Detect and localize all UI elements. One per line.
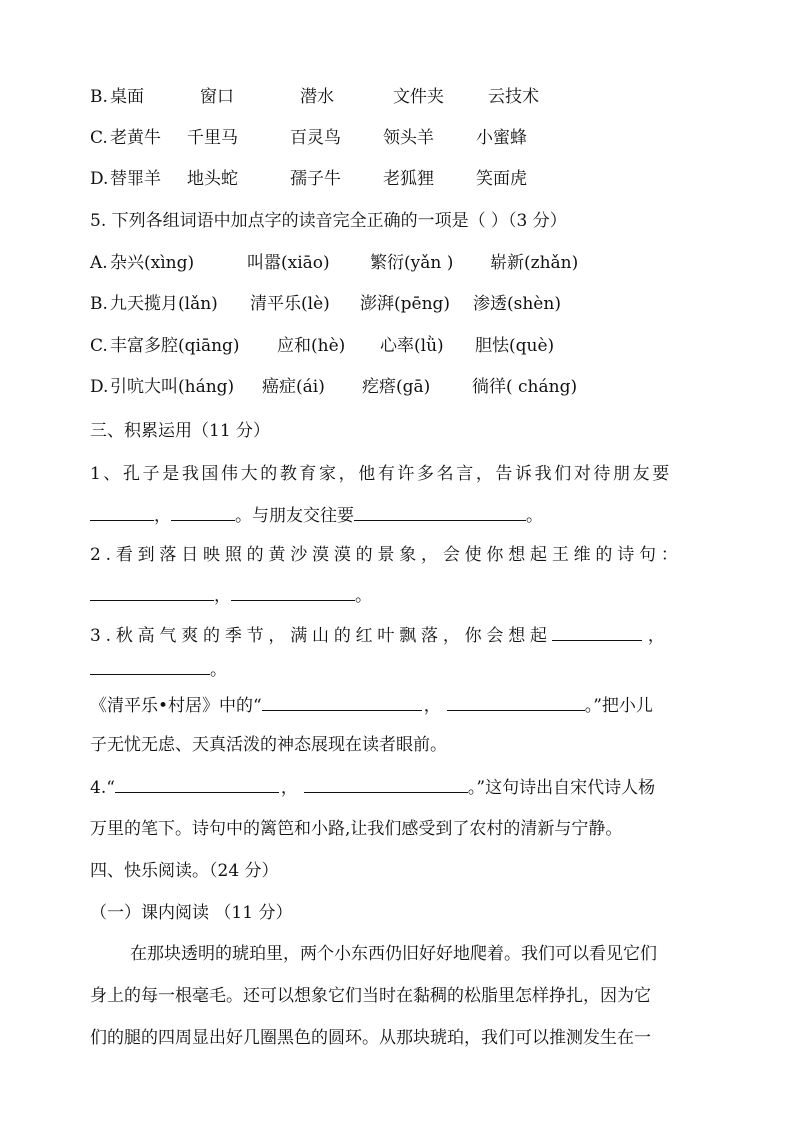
s3-q3-line1: 3.秋高气爽的季节，满山的红叶飘落，你会想起 ， [90, 626, 665, 646]
option-word: 澎湃(pēng) [360, 294, 451, 314]
option-word: 替罪羊 [110, 169, 161, 189]
option-word: 九天揽月(lǎn) [110, 294, 218, 314]
option-label: C. [90, 128, 108, 148]
section3-title: 三、积累运用（11 分） [90, 421, 271, 441]
option-word: 繁衍(yǎn ) [370, 253, 454, 273]
option-label: B. [90, 294, 108, 314]
option-label: B. [90, 87, 108, 107]
option-word: 窗口 [200, 87, 234, 107]
answer-blank[interactable] [552, 624, 642, 641]
answer-blank[interactable] [447, 694, 585, 711]
s3-q1-line1: 1、孔子是我国伟大的教育家，他有许多名言，告诉我们对待朋友要 [90, 464, 672, 484]
answer-blank[interactable] [115, 776, 279, 793]
q5-option-b [90, 293, 561, 315]
option-label: D. [90, 377, 109, 397]
option-word: 老狐狸 [383, 169, 434, 189]
option-word: 杂兴(xìng) [110, 253, 195, 273]
option-label: D. [90, 169, 109, 189]
s3-q4-line2: 万里的笔下。诗句中的篱笆和小路,让我们感受到了农村的清新与宁静。 [90, 819, 623, 839]
option-word: 胆怯(què) [475, 336, 555, 356]
option-word: 云技术 [488, 87, 539, 107]
q5-stem: 5. 下列各组词语中加点字的读音完全正确的一项是（ ）（3 分） [90, 211, 567, 231]
option-word: 领头羊 [383, 128, 434, 148]
q5-option-d [90, 376, 577, 398]
answer-blank[interactable] [90, 504, 154, 521]
q4-option-c [90, 127, 527, 149]
answer-blank[interactable] [231, 584, 355, 601]
option-word: 丰富多腔(qiāng) [110, 336, 240, 356]
option-word: 渗透(shèn) [473, 294, 561, 314]
q4-option-b [90, 86, 539, 108]
option-word: 潜水 [300, 87, 334, 107]
option-word: 千里马 [187, 128, 238, 148]
q5-option-a [90, 252, 578, 274]
s3-q1-line2: ， 。与朋友交往要 。 [90, 504, 543, 527]
option-word: 地头蛇 [187, 169, 238, 189]
s3-q3-line4: 子无忧无虑、天真活泼的神态展现在读者眼前。 [90, 735, 447, 755]
answer-blank[interactable] [262, 694, 422, 711]
option-word: 小蜜蜂 [476, 128, 527, 148]
option-word: 文件夹 [393, 87, 444, 107]
option-word: 笑面虎 [476, 169, 527, 189]
answer-blank[interactable] [304, 776, 468, 793]
option-word: 徜徉( cháng) [472, 377, 578, 397]
s3-q2-line1: 2.看到落日映照的黄沙漠漠的景象，会使你想起王维的诗句： [90, 545, 683, 565]
option-word: 引吭大叫(háng) [110, 377, 235, 397]
option-word: 疙瘩(gā) [362, 377, 431, 397]
s3-q4-line1: 4.“ ， 。”这句诗出自宋代诗人杨 [90, 778, 656, 798]
option-word: 心率(lǜ) [380, 336, 444, 356]
option-word: 应和(hè) [277, 336, 346, 356]
option-word: 孺子牛 [290, 169, 341, 189]
reading-para-line: 在那块透明的琥珀里，两个小东西仍旧好好地爬着。我们可以看见它们 [130, 944, 657, 964]
option-label: A. [90, 253, 108, 273]
q5-option-c [90, 335, 554, 357]
s3-q3-line2: 。 [90, 658, 227, 681]
answer-blank[interactable] [171, 504, 235, 521]
option-word: 百灵鸟 [290, 128, 341, 148]
answer-blank[interactable] [90, 584, 214, 601]
option-word: 清平乐(lè) [250, 294, 330, 314]
s3-q3-line3: 《清平乐•村居》中的“ ， 。”把小儿 [90, 696, 653, 716]
section4-sub1: （一）课内阅读 （11 分） [90, 903, 293, 923]
option-word: 老黄牛 [110, 128, 161, 148]
answer-blank[interactable] [354, 504, 526, 521]
option-word: 癌症(ái) [262, 377, 325, 397]
section4-title: 四、快乐阅读。（24 分） [90, 861, 279, 881]
reading-para-line: 们的腿的四周显出好几圈黑色的圆环。从那块琥珀，我们可以推测发生在一 [90, 1028, 651, 1048]
option-word: 桌面 [110, 87, 144, 107]
answer-blank[interactable] [90, 658, 210, 675]
option-label: C. [90, 336, 108, 356]
reading-para-line: 身上的每一根毫毛。还可以想象它们当时在黏稠的松脂里怎样挣扎，因为它 [90, 986, 651, 1006]
q4-option-d [90, 168, 527, 190]
option-word: 崭新(zhǎn) [490, 253, 579, 273]
s3-q2-line2: ， 。 [90, 584, 372, 607]
option-word: 叫嚣(xiāo) [247, 253, 330, 273]
